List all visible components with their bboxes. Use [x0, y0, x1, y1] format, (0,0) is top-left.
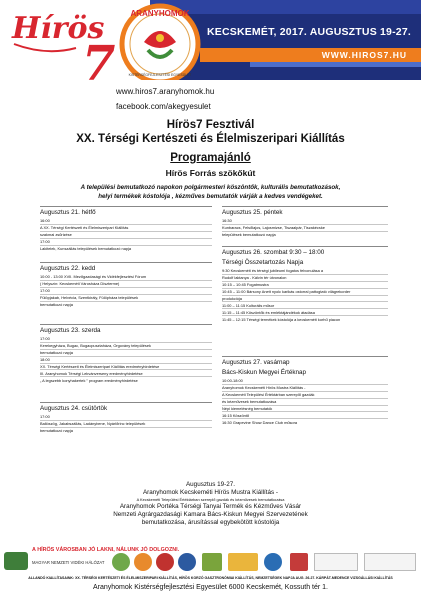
bottom-mustra: Aranyhomok Kecskeméti Hírös Mustra Kiállítás -: [142, 489, 279, 496]
program-row: 16:30 Grapevine Show Dance Club műsora: [222, 419, 298, 425]
program-row: III. Aranyhomok Térségi Lekvánverseny eredményhirdetése: [40, 370, 212, 377]
program-day-aug23: [40, 324, 212, 383]
day-label: Augusztus 25. péntek: [222, 209, 283, 216]
links-block: [116, 86, 214, 116]
program-day-aug25: [222, 206, 388, 238]
program-row: A Kecskeméti Települési Értéktárban szereplő gazdák: [222, 392, 388, 399]
program-row: Kunbaracs, Felsőlajos, Lajosmizse, Tiszaalpár, Tiszakécske: [222, 225, 388, 232]
bottom-ertektar: A Kecskeméti Települési Értéktárban szereplő gazdák és kézművesek bemutatkozása: [136, 497, 285, 502]
emblem-subtitle: KISTÉRSÉGFEJLESZTÉSI EGYESÜLET: [128, 73, 192, 77]
aranyhomok-emblem: [118, 2, 202, 80]
day-label: Augusztus 26. szombat 9:30 – 18:00: [222, 249, 325, 256]
program-row: A XX. Térségi Kertészeti és Élelmiszeripari Kiállítás: [40, 225, 212, 232]
program-row: produkciója: [222, 296, 388, 303]
intro-line-2: helyi termékek kóstolója , kézműves bemutatók várják a kedves vendégeket.: [98, 193, 323, 200]
bottom-kostolo: bemutatkozása, árusítással egybekötött kóstolója: [141, 519, 280, 526]
program-day-aug27: [222, 356, 388, 425]
day-label: Augusztus 22. kedd: [40, 265, 96, 272]
venue-heading: Hírös Forrás szökőkút: [165, 168, 256, 178]
program-heading: Programajánló: [170, 152, 251, 164]
program-row: 10:15 – 10:45 Fogatmustra: [222, 282, 388, 289]
program-row: 11:00 – 11:15 Kulturális műsor: [222, 302, 388, 309]
coat-of-arms-logo: [290, 553, 308, 571]
festival-date: KECSKEMÉT, 2017. AUGUSZTUS 19-27.: [206, 26, 411, 38]
partner-logo-leaf: [202, 553, 222, 571]
day-label: Augusztus 24. csütörtök: [40, 405, 108, 412]
program-row: 18:00: [40, 357, 212, 364]
program-row: és kézművesek bemutatkozása: [222, 399, 388, 406]
program-grid: [40, 206, 388, 474]
partner-logo-circle: [264, 553, 282, 571]
program-row: 17:00: [40, 288, 212, 295]
program-row: bemutatkozó napja: [40, 301, 73, 307]
footer-exhibitions: ALLANDÓ KIALLÍTASAINK: XX. TÉRSÉGI KERTÉSZETI ÉS ÉLELMISZERIPARI KIÁLLÍTÁS, HÍRÖS KORZÓ GASZTRONÓMIAI KIÁLLÍTÁS, NEMZETSÉGEK NAPJA AUG. 26-27. KÁRPÁT-MEDENCE VIZSGÁLLÁSI KIÁLLÍTÁS: [28, 576, 393, 580]
program-row: Népi kiemelésnég bemutatók: [222, 406, 388, 413]
program-row: XX. Térségi Kertészeti és Élelmiszeripari Kiállítás eredményhirdetése: [40, 364, 212, 371]
program-row: 11:15 – 11:45 Köszöntők és emléktájándékok átadása: [222, 309, 388, 316]
program-row: Fülöpjakab, Helvécia, Szentkirály, Fülöpháza települések: [40, 295, 212, 302]
program-row: Rudolf laktanya - Kálvin tér útvonalon: [222, 275, 388, 282]
network-name: MAGYAR NEMZETI VIDÉKI HÁLÓZAT: [32, 560, 105, 565]
bottom-dates: Augusztus 19-27.: [185, 481, 235, 488]
program-row: 11:45 – 12:15 Térségi termékek kóstolója a kecskeméti korhű piacon: [222, 316, 341, 322]
program-row: 10:45 – 11:00 Bársony Anett nyolc karikás ostorral pattogtató világrekorder: [222, 289, 388, 296]
program-row: Aranyhomok Kecskeméti Hírös Mustra Kiállítás -: [222, 385, 388, 392]
program-row: bemutatkozó napja: [40, 428, 73, 434]
hiros7-logo: [6, 4, 124, 92]
program-row: Kerekegyháza, Bugac, Bugacpusztaháza, Orgovány települések: [40, 343, 212, 350]
partner-logo-red: [156, 553, 174, 571]
exhibition-title: XX. Térségi Kertészeti és Élelmiszeripari Kiállítás: [76, 133, 345, 145]
program-row: „ A legszebb konyhakertek ” program eredményhirdetése: [40, 377, 138, 383]
day-venue: Térségi Összetartozás Napja: [222, 259, 304, 266]
hungary-map-logo: [4, 552, 28, 570]
program-row: 10:00 - 13:00 XVII. Mezőgazdasági és Vidékfejlesztési Fórum: [40, 274, 212, 281]
partner-logo-orange: [134, 553, 152, 571]
footer-address: Aranyhomok Kistérségfejlesztési Egyesület 6000 Kecskemét, Kossuth tér 1.: [92, 584, 328, 591]
program-row: 10:00-18:00: [222, 378, 388, 385]
day-label: Augusztus 21. hétfő: [40, 209, 96, 216]
program-row: szakmai zsűrizése: [40, 232, 212, 239]
program-row: bemutatkozó napja: [40, 350, 212, 357]
program-day-aug26: [222, 246, 388, 322]
program-row: települések bemutatkozó napja: [222, 232, 276, 238]
program-row: Ballószög, Jakabszállás, Ladánybene, Nyárlőrinc települések: [40, 421, 212, 428]
program-row: 16:00: [40, 218, 212, 225]
website-url[interactable]: WWW.HIROS7.HU: [321, 50, 407, 60]
program-row: 17:00: [40, 336, 212, 343]
bottom-vasar: Aranyhomok Portéka Térségi Tanyai Termék és Kézműves Vásár: [119, 503, 302, 510]
omek-logo: [228, 553, 258, 571]
program-day-aug24: [40, 402, 212, 434]
day-label: Augusztus 27. vasárnap: [222, 359, 290, 366]
program-row: ( Helyszín: Kecskeméti Városháza Díszterme): [40, 281, 212, 288]
program-day-aug22: [40, 262, 212, 307]
site-link[interactable]: www.hiros7.aranyhomok.hu: [116, 87, 215, 96]
ministry-logo: [364, 553, 416, 571]
festival-title: Hírös7 Fesztivál: [166, 119, 255, 131]
logo-word: Hírös: [12, 11, 105, 46]
logo-number: 7: [82, 36, 116, 92]
program-row: 16:15 Köszöntő: [222, 412, 388, 419]
program-row: 9:30 Kecskeméti és térségi jubileumi fogatos felvonulása a: [222, 268, 388, 275]
program-row: 17:00: [40, 239, 212, 246]
program-row: Lakitelek, Kunszállás települések bemutatkozó napja: [40, 245, 132, 251]
facebook-link[interactable]: facebook.com/akegyesulet: [116, 102, 211, 111]
partner-logo-blue: [178, 553, 196, 571]
intro-line-1: A települési bemutatkozó napokon polgármesteri köszöntők, kulturális bemutatkozások,: [80, 184, 341, 191]
program-day-aug21: [40, 206, 212, 251]
emblem-title: ARANYHOMOK: [130, 9, 190, 18]
footer-slogan: A HÍRÖS VÁROSBAN JÓ LAKNI, NÁLUNK JÓ DOLGOZNI.: [32, 547, 180, 553]
day-label: Augusztus 23. szerda: [40, 327, 101, 334]
partner-logo-green: [112, 553, 130, 571]
banner-blue-stripe: [250, 62, 421, 67]
government-logo: [314, 553, 358, 571]
day-venue: Bács-Kiskun Megyei Értéknap: [222, 369, 306, 376]
bottom-kamara: Nemzeti Agrárgazdasági Kamara Bács-Kiskun Megyei Szervezetének: [113, 511, 308, 518]
program-row: 17:00: [40, 414, 212, 421]
program-row: 16:30: [222, 218, 388, 225]
